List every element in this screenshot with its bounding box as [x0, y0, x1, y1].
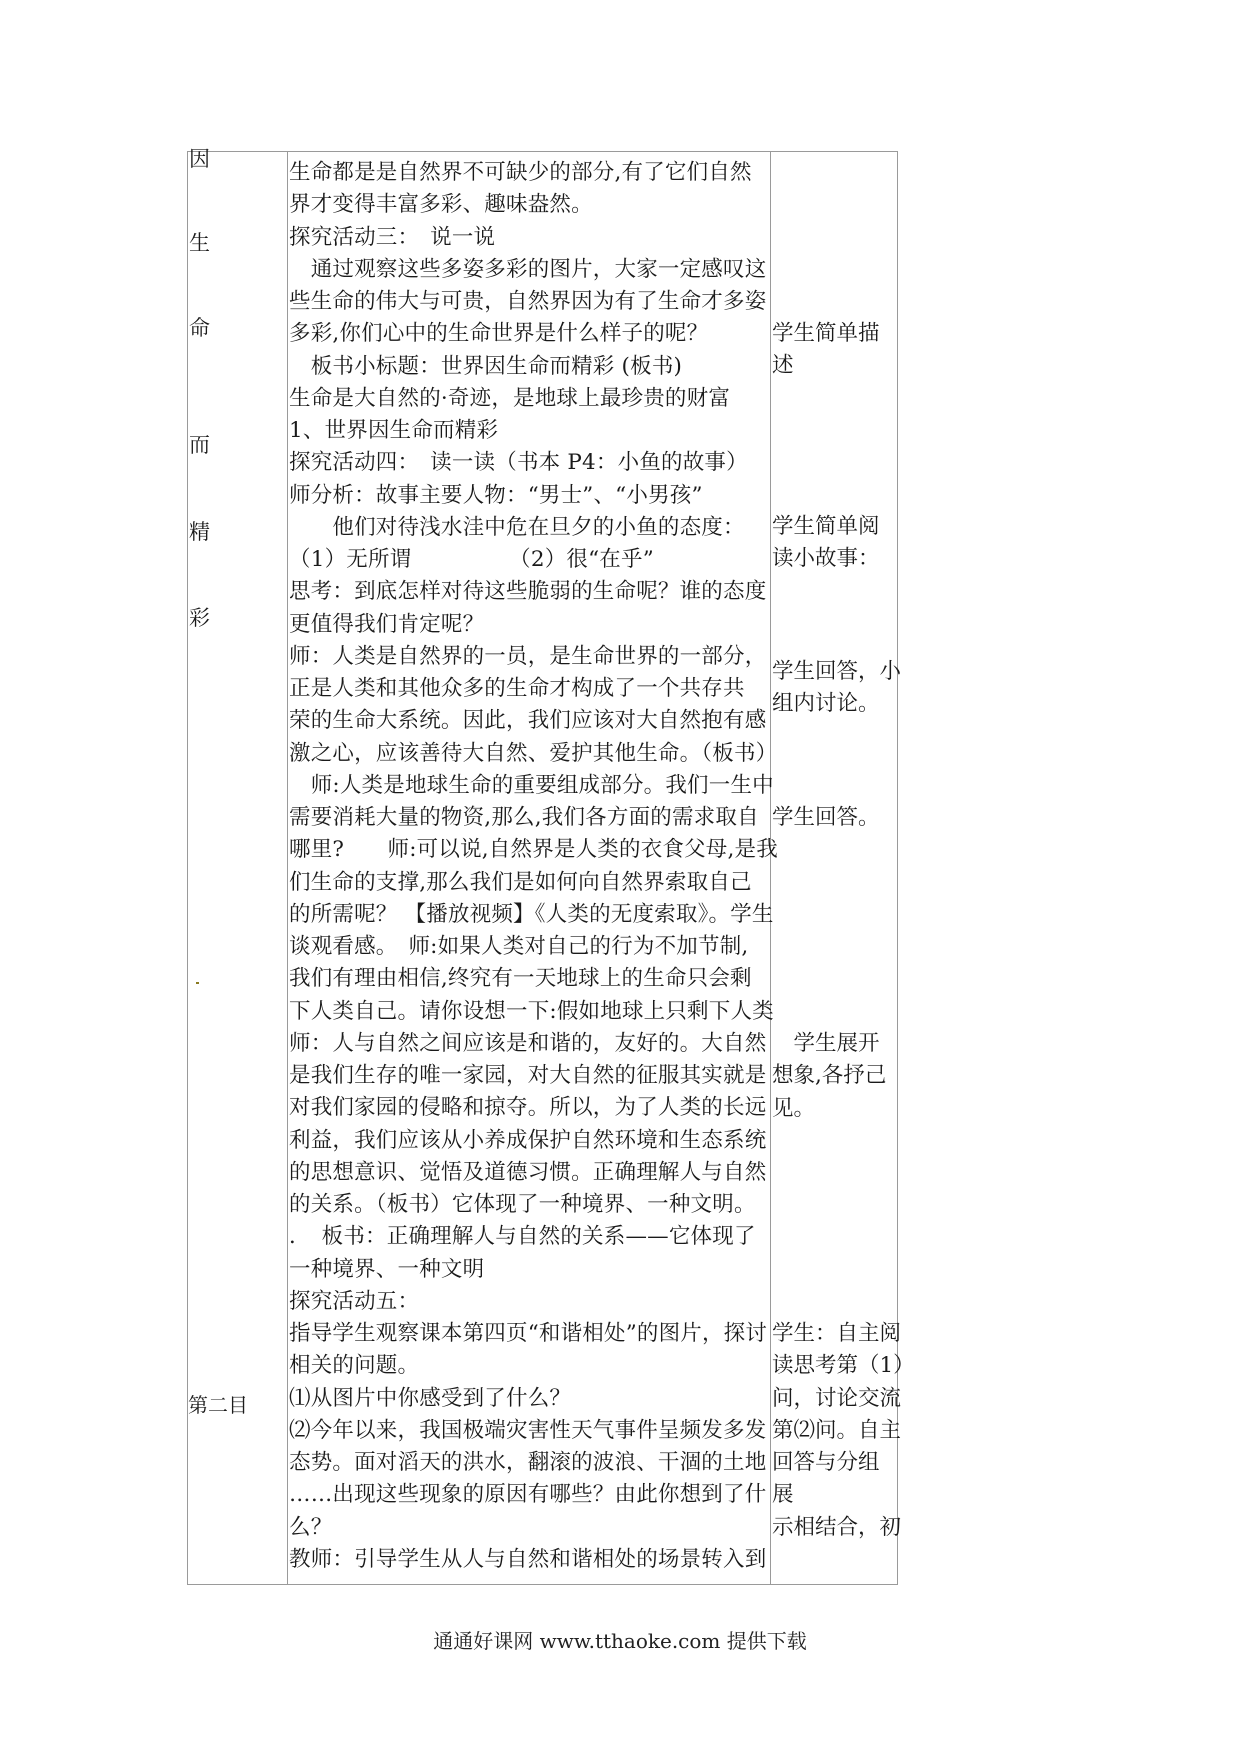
content-line: 些生命的伟大与可贵，自然界因为有了生命才多姿	[289, 289, 767, 314]
activity-line: 想象,各抒己	[772, 1063, 887, 1089]
student-activity	[772, 318, 896, 383]
content-line: 多彩,你们心中的生命世界是什么样子的呢？	[289, 321, 709, 347]
activity-line: 问，讨论交流	[772, 1385, 902, 1411]
content-line: 需要消耗大量的物资,那么,我们各方面的需求取自	[289, 805, 759, 830]
content-line: 的思想意识、觉悟及道德习惯。正确理解人与自然	[289, 1159, 767, 1185]
page-footer: 通通好课网 www.tthaoke.com 提供下载	[433, 1629, 807, 1653]
content-line: 激之心，应该善待大自然、爱护其他生命。（板书）	[289, 740, 778, 766]
content-line: 哪里? 师:可以说,自然界是人类的衣食父母,是我	[289, 837, 778, 863]
content-line: 下人类自己。请你设想一下:假如地球上只剩下人类	[289, 998, 774, 1024]
content-line: 他们对待浅水洼中危在旦夕的小鱼的态度：	[289, 514, 745, 540]
content-line: 么？	[289, 1514, 333, 1540]
student-activity	[772, 1028, 896, 1125]
content-line: 谈观看感。 师:如果人类对自己的行为不加节制,	[289, 934, 749, 959]
student-activity	[772, 1318, 915, 1544]
section-title-char: 生	[189, 231, 210, 255]
content-line: 通过观察这些多姿多彩的图片，大家一定感叹这	[289, 256, 767, 282]
content-line: 师分析：故事主要人物：“男士”、“小男孩”	[289, 482, 703, 508]
stray-mark	[196, 982, 199, 984]
second-section-title: 第二目	[188, 1393, 248, 1417]
section-title-char: 命	[189, 316, 210, 340]
content-line: 师：人类是自然界的一员，是生命世界的一部分，	[289, 643, 767, 669]
activity-line: 学生简单描	[772, 321, 880, 346]
content-line: 荣的生命大系统。因此，我们应该对大自然抱有感	[289, 708, 767, 734]
activity-line: 学生回答。	[772, 805, 880, 830]
content-line: 相关的问题。	[289, 1353, 420, 1379]
content-line: 的关系。（板书）它体现了一种境界、一种文明。	[289, 1192, 756, 1217]
teaching-content	[289, 157, 778, 1576]
content-line: 一种境界、一种文明	[289, 1256, 485, 1282]
content-line: 指导学生观察课本第四页“和谐相处”的图片，探讨	[289, 1321, 768, 1346]
activity-line: 述	[772, 353, 794, 379]
content-line: 我们有理由相信,终究有一天地球上的生命只会剩	[289, 966, 752, 992]
activity-line: 示相结合，初	[772, 1514, 902, 1540]
content-line: 思考：到底怎样对待这些脆弱的生命呢？谁的态度	[289, 579, 767, 605]
content-line: 正是人类和其他众多的生命才构成了一个共存共	[289, 676, 745, 701]
content-line: 更值得我们肯定呢？	[289, 611, 485, 637]
content-line: 探究活动三： 说一说	[289, 224, 496, 250]
activity-line: 读小故事：	[772, 546, 880, 572]
section-title-char: 而	[189, 433, 210, 457]
content-line: 探究活动四： 读一读（书本 P4：小鱼的故事）	[289, 450, 748, 476]
content-line: 1、世界因生命而精彩	[289, 418, 499, 443]
activity-line: 见。	[772, 1095, 816, 1121]
activity-line: 学生展开	[772, 1031, 880, 1056]
content-line: 生命是大自然的·奇迹，是地球上最珍贵的财富	[289, 385, 731, 411]
activity-line: 回答与分组	[772, 1450, 880, 1475]
content-line: ……出现这些现象的原因有哪些？由此你想到了什	[289, 1482, 767, 1508]
student-activity	[772, 802, 896, 834]
content-line: 生命都是是自然界不可缺少的部分,有了它们自然	[289, 160, 752, 185]
content-line: 对我们家园的侵略和掠夺。所以，为了人类的长远	[289, 1095, 767, 1121]
student-activity	[772, 511, 896, 576]
content-line: 师：人与自然之间应该是和谐的，友好的。大自然	[289, 1030, 767, 1056]
content-line: 教师：引导学生从人与自然和谐相处的场景转入到	[289, 1546, 767, 1572]
content-line: ⑵今年以来，我国极端灾害性天气事件呈频发多发	[289, 1417, 767, 1443]
activity-line: 第⑵问。自主	[772, 1417, 902, 1443]
content-line: 的所需呢？ 【播放视频】《人类的无度索取》。学生	[289, 901, 774, 927]
lesson-plan-table	[187, 147, 915, 1585]
content-line: 界才变得丰富多彩、趣味盎然。	[289, 192, 593, 218]
section-title-char: 精	[189, 520, 210, 544]
content-line: 是我们生存的唯一家园，对大自然的征服其实就是	[289, 1063, 767, 1088]
content-line: 利益，我们应该从小养成保护自然环境和生态系统	[289, 1127, 767, 1153]
column-divider-left	[287, 152, 288, 1584]
content-line: 板书小标题：世界因生命而精彩 (板书)	[289, 353, 683, 379]
activity-line: 学生简单阅	[772, 514, 880, 539]
content-line: ⑴从图片中你感受到了什么？	[289, 1385, 572, 1411]
activity-line: 读思考第（1）	[772, 1353, 915, 1379]
section-title-char: 因	[189, 147, 210, 171]
content-line: 们生命的支撑,那么我们是如何向自然界索取自己	[289, 869, 752, 895]
content-line: 态势。面对滔天的洪水，翻滚的波浪、干涸的土地	[289, 1450, 767, 1475]
activity-line: 展	[772, 1482, 794, 1508]
activity-line: 组内讨论。	[772, 691, 880, 717]
student-activity	[772, 656, 902, 721]
content-line: 探究活动五：	[289, 1288, 420, 1314]
activity-line: 学生：自主阅	[772, 1321, 902, 1346]
content-line: ． 板书：正确理解人与自然的关系——它体现了	[289, 1224, 756, 1250]
content-line: （1）无所谓 （2）很“在乎”	[289, 547, 654, 572]
content-line: 师:人类是地球生命的重要组成部分。我们一生中	[289, 772, 774, 798]
activity-line: 学生回答，小	[772, 659, 902, 684]
section-title-char: 彩	[189, 606, 210, 630]
